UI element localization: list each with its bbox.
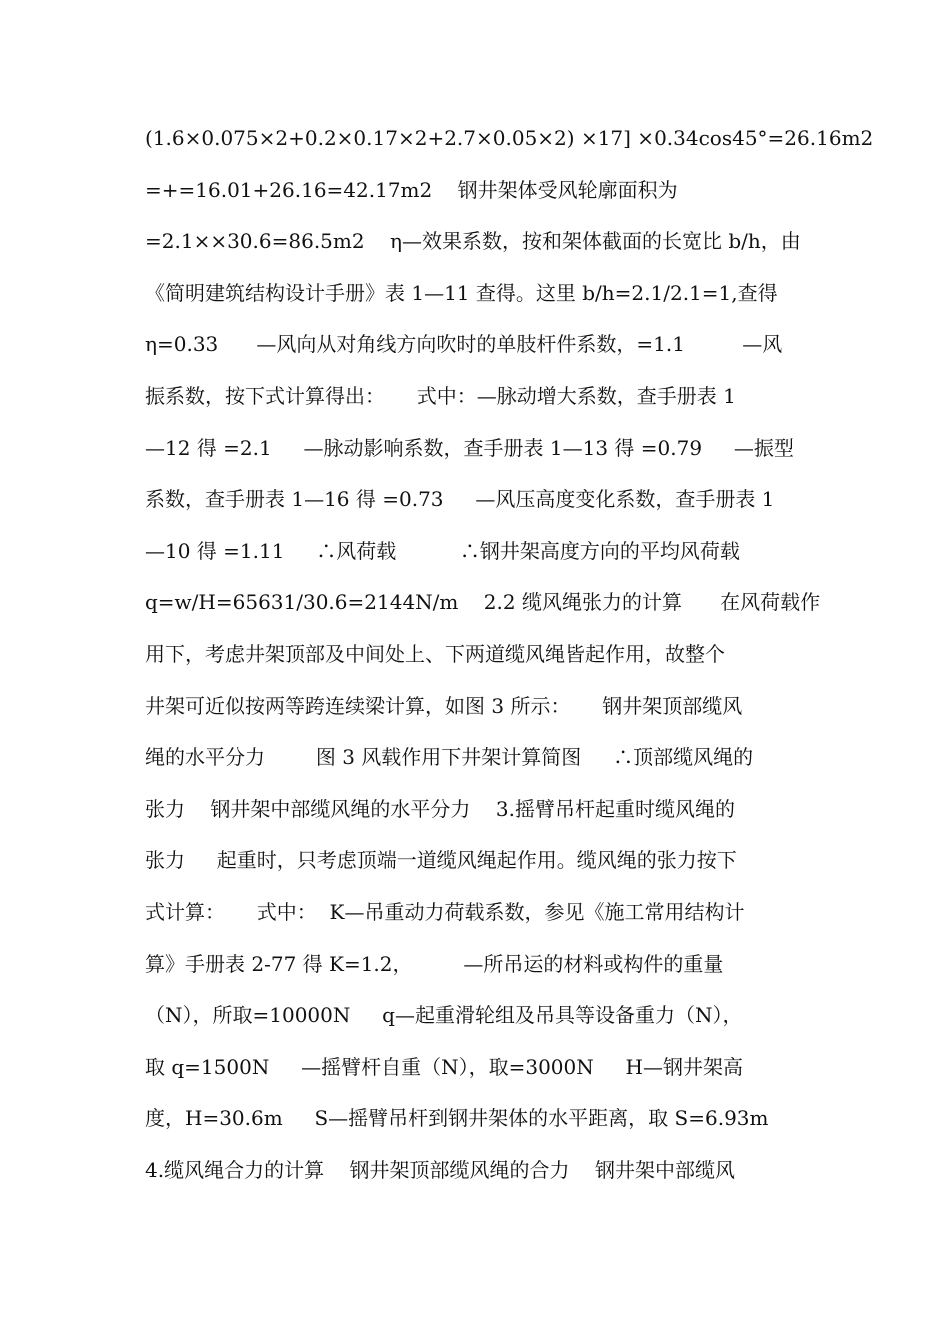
text-line: 张力 钢井架中部缆风绳的水平分力 3.摇臂吊杆起重时缆风绳的 [145, 796, 735, 821]
text-line: 绳的水平分力 图 3 风载作用下井架计算简图 ∴顶部缆风绳的 [145, 745, 754, 770]
text-line: 系数，查手册表 1—16 得 =0.73 —风压高度变化系数，查手册表 1 [145, 487, 775, 512]
text-line: =2.1××30.6=86.5m2 η—效果系数，按和架体截面的长宽比 b/h，由 [145, 229, 801, 254]
text-line: =+=16.01+26.16=42.17m2 钢井架体受风轮廓面积为 [145, 177, 678, 202]
text-line: 用下，考虑井架顶部及中间处上、下两道缆风绳皆起作用，故整个 [145, 641, 725, 666]
text-line: —12 得 =2.1 —脉动影响系数，查手册表 1—13 得 =0.79 —振型 [145, 435, 794, 460]
text-line: η=0.33 —风向从对角线方向吹时的单肢杆件系数，=1.1 —风 [145, 332, 783, 357]
text-line: 井架可近似按两等跨连续梁计算，如图 3 所示： 钢井架顶部缆风 [145, 693, 743, 718]
text-line: 张力 起重时，只考虑顶端一道缆风绳起作用。缆风绳的张力按下 [145, 848, 737, 873]
text-line: (1.6×0.075×2+0.2×0.17×2+2.7×0.05×2) ×17] ×0.34cos45°=26.16m2 [145, 126, 874, 150]
document-body [145, 118, 874, 1201]
text-line: 取 q=1500N —摇臂杆自重（N），取=3000N H—钢井架高 [145, 1054, 743, 1079]
text-line: 算》手册表 2-77 得 K=1.2， —所吊运的材料或构件的重量 [145, 951, 724, 976]
text-line: —10 得 =1.11 ∴风荷载 ∴钢井架高度方向的平均风荷载 [145, 538, 740, 563]
text-line: 《简明建筑结构设计手册》表 1—11 查得。这里 b/h=2.1/2.1=1,查得 [145, 280, 778, 305]
text-line: 振系数，按下式计算得出： 式中：—脉动增大系数，查手册表 1 [145, 383, 736, 408]
text-line: 4.缆风绳合力的计算 钢井架顶部缆风绳的合力 钢井架中部缆风 [145, 1157, 735, 1182]
text-line: 度，H=30.6m S—摇臂吊杆到钢井架体的水平距离，取 S=6.93m [145, 1106, 769, 1131]
text-line: q=w/H=65631/30.6=2144N/m 2.2 缆风绳张力的计算 在风荷载作 [145, 590, 821, 615]
text-line: （N），所取=10000N q—起重滑轮组及吊具等设备重力（N）， [145, 1003, 743, 1028]
text-line: 式计算： 式中： K—吊重动力荷载系数，参见《施工常用结构计 [145, 899, 745, 924]
